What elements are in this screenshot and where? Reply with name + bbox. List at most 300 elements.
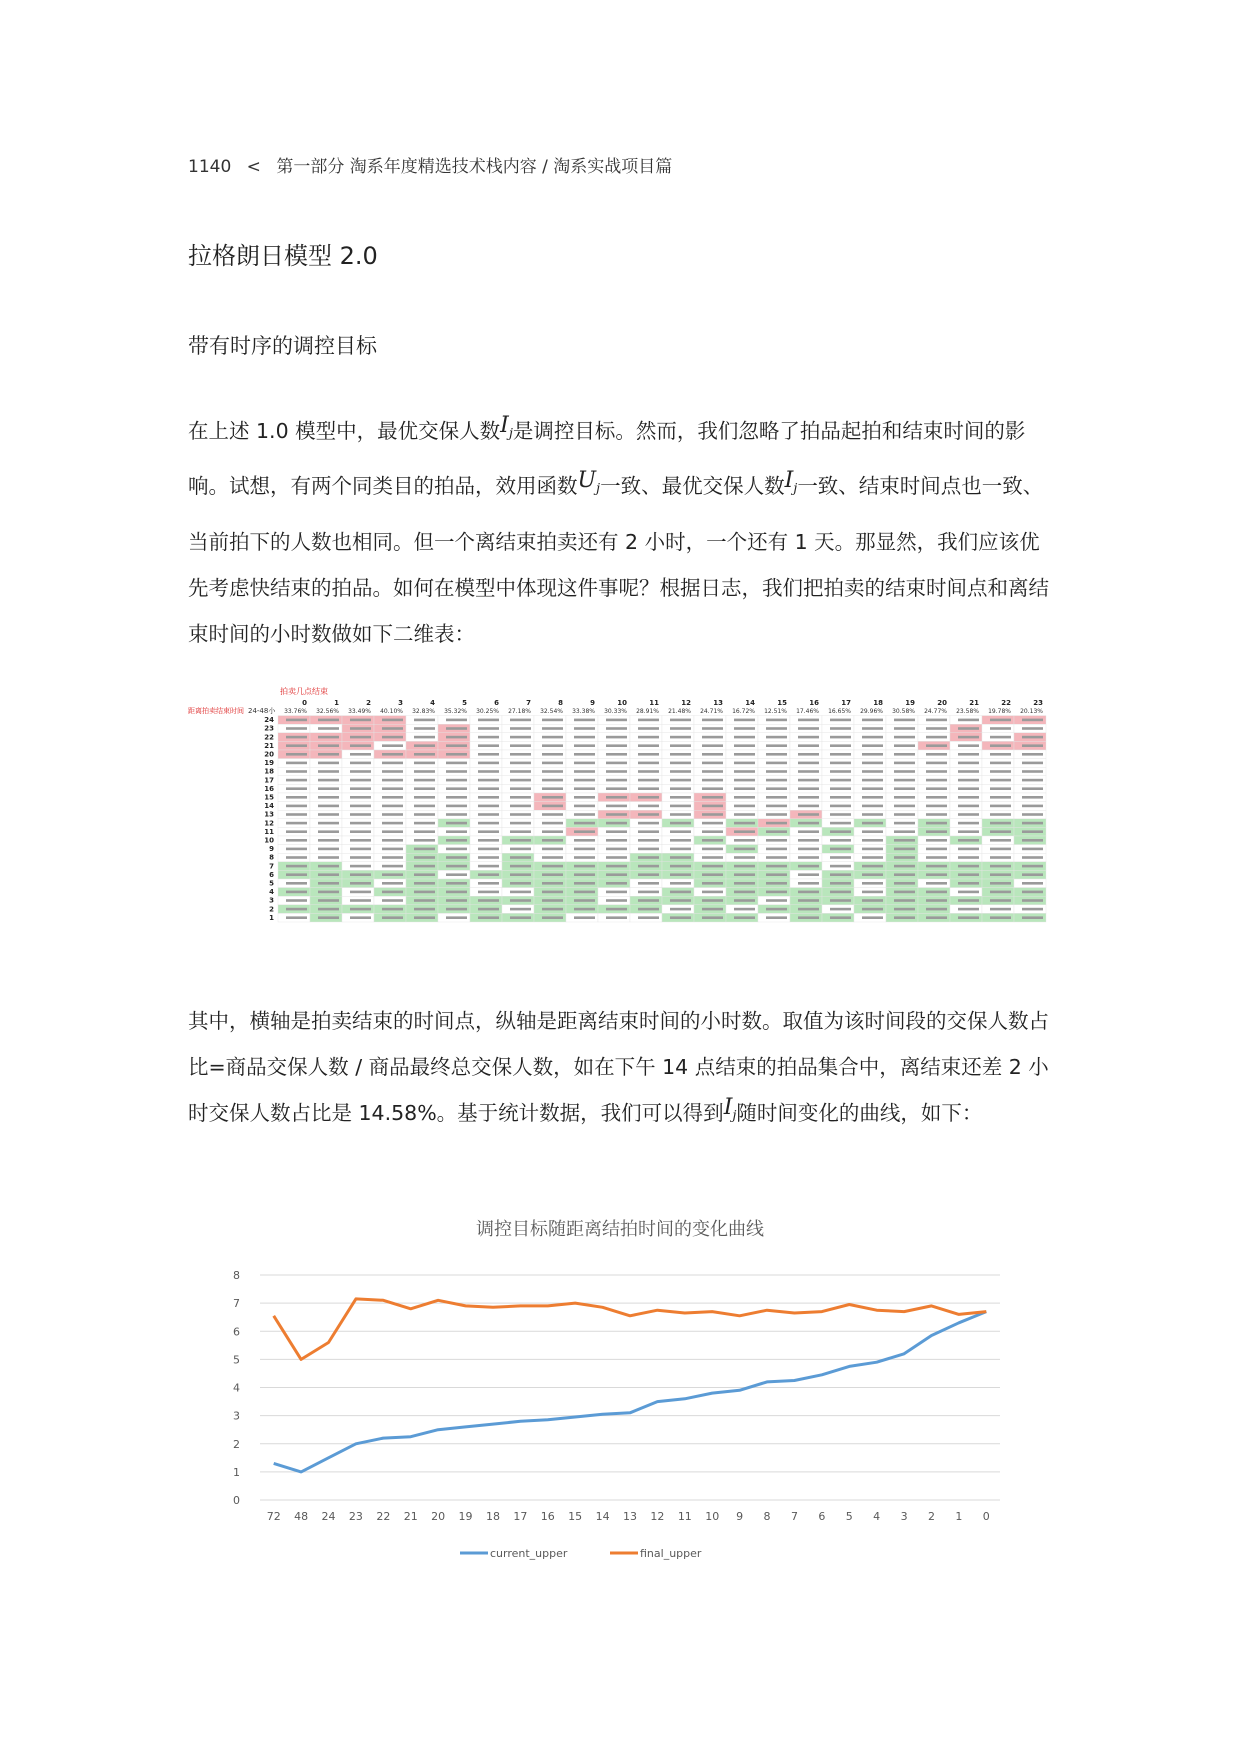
heatmap-cell-value — [606, 873, 627, 876]
heatmap-cell-value — [350, 796, 371, 799]
heatmap-cell-value — [894, 736, 915, 739]
heatmap-cell-value — [862, 891, 883, 894]
heatmap-cell-value — [350, 753, 371, 756]
heatmap-cell-value — [318, 848, 339, 851]
heatmap-cell-value — [766, 856, 787, 859]
heatmap-row-label: 9 — [269, 845, 274, 854]
heatmap-cell-value — [1022, 753, 1043, 756]
heatmap-cell-value — [478, 770, 499, 773]
heatmap-cell-value — [318, 830, 339, 833]
heatmap-cell-value — [350, 839, 371, 842]
heatmap-cell-value — [574, 813, 595, 816]
heatmap-cell-value — [574, 753, 595, 756]
heatmap-cell-value — [446, 848, 467, 851]
heatmap-cell-value — [798, 848, 819, 851]
heatmap-cell-value — [286, 882, 307, 885]
heatmap-cell-value — [414, 736, 435, 739]
heatmap-cell-value — [926, 916, 947, 919]
heatmap-cell-value — [478, 839, 499, 842]
heatmap-cell-value — [510, 753, 531, 756]
heatmap-cell-value — [350, 736, 371, 739]
heatmap-cell-value — [286, 719, 307, 722]
heatmap-cell-value — [766, 848, 787, 851]
heatmap-cell-value — [702, 865, 723, 868]
heatmap-row-label: 15 — [264, 793, 274, 802]
heatmap-cell-value — [350, 779, 371, 782]
heatmap-cell-value — [638, 873, 659, 876]
heatmap-column-header: 14 — [745, 699, 755, 707]
heatmap-cell: 16.72% — [732, 708, 755, 715]
heatmap-cell-value — [670, 796, 691, 799]
heatmap-cell-value — [894, 744, 915, 747]
heatmap-cell-value — [318, 762, 339, 765]
heatmap-cell-value — [350, 805, 371, 808]
heatmap-column-header: 15 — [777, 699, 787, 707]
heatmap-cell-value — [606, 899, 627, 902]
heatmap-cell-value — [862, 796, 883, 799]
heatmap-cell-value — [734, 848, 755, 851]
heatmap-cell-value — [350, 865, 371, 868]
heatmap-row-label: 8 — [269, 853, 274, 862]
heatmap-cell-value — [382, 744, 403, 747]
heatmap-cell-value — [734, 779, 755, 782]
heatmap-cell-value — [830, 899, 851, 902]
heatmap-cell-value — [414, 891, 435, 894]
heatmap-cell-value — [766, 727, 787, 730]
heatmap-cell-value — [862, 727, 883, 730]
heatmap-cell-value — [1022, 813, 1043, 816]
heatmap-cell-value — [894, 916, 915, 919]
heatmap-cell-value — [606, 805, 627, 808]
heatmap-cell-value — [926, 727, 947, 730]
heatmap-cell-value — [510, 891, 531, 894]
heatmap-cell-value — [446, 865, 467, 868]
heatmap-cell-value — [414, 762, 435, 765]
paragraph-1 — [188, 408, 1056, 657]
heatmap-cell-value — [350, 787, 371, 790]
heatmap-cell-value — [286, 787, 307, 790]
heatmap-cell-value — [542, 830, 563, 833]
heatmap-cell-value — [926, 899, 947, 902]
heatmap-cell-value — [990, 779, 1011, 782]
heatmap-cell-value — [990, 882, 1011, 885]
heatmap-cell-value — [542, 882, 563, 885]
heatmap-column-header: 3 — [398, 699, 403, 707]
heatmap-row-label: 21 — [264, 741, 274, 750]
heatmap-cell-value — [382, 796, 403, 799]
heatmap-cell-value — [350, 856, 371, 859]
heatmap-cell-value — [894, 805, 915, 808]
heatmap-cell-value — [926, 873, 947, 876]
heatmap-cell-value — [862, 899, 883, 902]
heatmap-column-header: 1 — [334, 699, 339, 707]
heatmap-cell-value — [318, 916, 339, 919]
heatmap-cell-value — [798, 727, 819, 730]
heatmap-cell-value — [510, 822, 531, 825]
heatmap-cell-value — [286, 744, 307, 747]
heatmap-cell-value — [670, 916, 691, 919]
heatmap-cell-value — [894, 882, 915, 885]
heatmap-cell-value — [382, 770, 403, 773]
heatmap-cell-value — [542, 813, 563, 816]
breadcrumb: 第一部分 淘系年度精选技术栈内容 / 淘系实战项目篇 — [276, 157, 673, 177]
heatmap-cell-value — [318, 839, 339, 842]
heatmap-cell-value — [606, 813, 627, 816]
heatmap-cell-value — [798, 770, 819, 773]
heatmap-cell-value — [1022, 891, 1043, 894]
heatmap-cell-value — [702, 787, 723, 790]
heatmap-cell-value — [830, 839, 851, 842]
heatmap-cell: 20.13% — [1020, 708, 1043, 715]
heatmap-cell-value — [670, 848, 691, 851]
heatmap-cell-value — [286, 753, 307, 756]
heatmap-cell-value — [542, 822, 563, 825]
heatmap-cell-value — [990, 916, 1011, 919]
heatmap-column-header: 5 — [462, 699, 467, 707]
heatmap-cell-value — [926, 891, 947, 894]
heatmap-cell-value — [382, 719, 403, 722]
heatmap-cell-value — [510, 848, 531, 851]
heatmap-cell-value — [798, 908, 819, 911]
heatmap-cell-value — [894, 813, 915, 816]
heatmap-cell-value — [382, 822, 403, 825]
heatmap-cell-value — [958, 770, 979, 773]
heatmap-cell-value — [766, 762, 787, 765]
heatmap-cell-value — [702, 839, 723, 842]
x-tick-label: 5 — [845, 1510, 853, 1523]
heatmap-cell-value — [606, 839, 627, 842]
heatmap-cell-value — [574, 848, 595, 851]
heatmap-cell-value — [894, 848, 915, 851]
heatmap-cell-value — [286, 916, 307, 919]
heatmap-cell-value — [382, 865, 403, 868]
heatmap-cell-value — [542, 736, 563, 739]
heatmap-cell-value — [478, 908, 499, 911]
heatmap-cell-value — [318, 787, 339, 790]
heatmap-column-header: 17 — [841, 699, 851, 707]
x-tick-label: 9 — [736, 1510, 744, 1523]
heatmap-cell-value — [414, 744, 435, 747]
heatmap-cell-value — [446, 882, 467, 885]
heatmap-cell-value — [734, 813, 755, 816]
heatmap-cell-value — [318, 770, 339, 773]
heatmap-corner-label: 24-48小 — [248, 707, 276, 715]
x-tick-label: 10 — [705, 1510, 720, 1523]
heatmap-row-label: 18 — [264, 767, 274, 776]
heatmap-cell-value — [318, 727, 339, 730]
heatmap-cell-value — [862, 813, 883, 816]
heatmap-cell-value — [478, 873, 499, 876]
heatmap-cell-value — [798, 891, 819, 894]
heatmap-cell-value — [862, 744, 883, 747]
heatmap-cell-value — [638, 779, 659, 782]
symbol-I-j: $I_j$ — [784, 468, 798, 497]
heatmap-cell-value — [926, 770, 947, 773]
heatmap-cell-value — [958, 830, 979, 833]
x-tick-label: 7 — [790, 1510, 798, 1523]
heatmap-row-label: 13 — [264, 810, 274, 819]
heatmap-cell-value — [894, 727, 915, 730]
heatmap-cell-value — [734, 891, 755, 894]
heatmap-cell-value — [606, 762, 627, 765]
heatmap-cell-value — [318, 813, 339, 816]
heatmap-cell-value — [702, 856, 723, 859]
heatmap-cell-value — [958, 856, 979, 859]
heatmap-cell-value — [670, 856, 691, 859]
heatmap-cell-value — [830, 908, 851, 911]
heatmap-cell-value — [286, 770, 307, 773]
heatmap-cell: 16.65% — [828, 708, 851, 715]
heatmap-cell-value — [606, 856, 627, 859]
heatmap-cell-value — [926, 744, 947, 747]
heatmap-cell-value — [414, 908, 435, 911]
heatmap-cell-value — [638, 822, 659, 825]
paragraph-2-text-b: 随时间变化的曲线，如下： — [736, 1101, 983, 1125]
heatmap-row-label: 12 — [264, 819, 274, 828]
heatmap-cell-value — [318, 899, 339, 902]
heatmap-cell-value — [446, 916, 467, 919]
heatmap-cell: 32.83% — [412, 708, 435, 715]
heatmap-cell-value — [638, 856, 659, 859]
heatmap-column-header: 23 — [1033, 699, 1043, 707]
heatmap-cell-value — [382, 727, 403, 730]
heatmap-row-label: 6 — [269, 870, 274, 879]
heatmap-cell-value — [926, 753, 947, 756]
heatmap-column-header: 22 — [1001, 699, 1011, 707]
x-tick-label: 22 — [376, 1510, 391, 1523]
heatmap-cell-value — [926, 805, 947, 808]
heatmap-cell-value — [286, 813, 307, 816]
legend-label: current_upper — [490, 1547, 568, 1560]
heatmap-cell-value — [798, 736, 819, 739]
heatmap-cell-value — [638, 839, 659, 842]
heatmap-cell-value — [542, 908, 563, 911]
heatmap-cell-value — [510, 762, 531, 765]
heatmap-cell-value — [286, 873, 307, 876]
heatmap-cell-value — [990, 796, 1011, 799]
heatmap-cell-value — [798, 813, 819, 816]
heatmap-cell-value — [414, 839, 435, 842]
heatmap-cell-value — [574, 805, 595, 808]
heatmap-cell: 33.38% — [572, 708, 595, 715]
heatmap-cell-value — [958, 719, 979, 722]
heatmap-cell-value — [350, 891, 371, 894]
heatmap-cell-value — [830, 856, 851, 859]
page-header — [188, 152, 682, 177]
heatmap-cell-value — [894, 762, 915, 765]
heatmap-cell-value — [478, 805, 499, 808]
heatmap-cell-value — [766, 865, 787, 868]
heatmap-cell-value — [638, 916, 659, 919]
heatmap-cell-value — [734, 727, 755, 730]
heatmap-cell-value — [606, 753, 627, 756]
heatmap-cell-value — [510, 882, 531, 885]
heatmap-cell-value — [414, 882, 435, 885]
heatmap-cell-value — [958, 899, 979, 902]
heatmap-cell-value — [830, 865, 851, 868]
heatmap-cell-value — [766, 830, 787, 833]
heatmap-cell-value — [414, 830, 435, 833]
heatmap-column-header: 12 — [681, 699, 691, 707]
heatmap-cell-value — [606, 779, 627, 782]
heatmap-cell-value — [414, 848, 435, 851]
heatmap-cell: 35.32% — [444, 708, 467, 715]
heatmap-cell-value — [574, 830, 595, 833]
heatmap-cell-value — [702, 805, 723, 808]
heatmap-cell-value — [446, 787, 467, 790]
heatmap-cell-value — [830, 787, 851, 790]
subsection-title: 带有时序的调控目标 — [188, 334, 377, 358]
heatmap-cell-value — [734, 787, 755, 790]
heatmap-cell-value — [798, 865, 819, 868]
heatmap-cell-value — [350, 848, 371, 851]
heatmap-cell-value — [958, 796, 979, 799]
heatmap-cell-value — [702, 891, 723, 894]
heatmap-cell-value — [1022, 908, 1043, 911]
heatmap-cell-value — [798, 882, 819, 885]
x-tick-label: 18 — [485, 1510, 500, 1523]
heatmap-cell-value — [862, 908, 883, 911]
heatmap-cell-value — [958, 873, 979, 876]
heatmap-cell-value — [670, 719, 691, 722]
heatmap-column-header: 11 — [649, 699, 659, 707]
heatmap-table — [188, 686, 1054, 940]
heatmap-cell-value — [1022, 805, 1043, 808]
heatmap-cell-value — [606, 744, 627, 747]
x-tick-label: 6 — [818, 1510, 826, 1523]
heatmap-cell-value — [798, 899, 819, 902]
heatmap-cell: 17.46% — [796, 708, 819, 715]
heatmap-cell-value — [446, 891, 467, 894]
heatmap-cell-value — [286, 891, 307, 894]
heatmap-cell-value — [990, 891, 1011, 894]
heatmap-cell-value — [478, 719, 499, 722]
heatmap-cell: 27.18% — [508, 708, 531, 715]
heatmap-cell-value — [414, 719, 435, 722]
heatmap-cell-value — [414, 779, 435, 782]
heatmap-cell-value — [926, 848, 947, 851]
heatmap-cell-value — [702, 916, 723, 919]
heatmap-cell-value — [798, 916, 819, 919]
y-tick-label: 4 — [233, 1381, 240, 1395]
heatmap-row-label: 22 — [264, 733, 274, 742]
heatmap-cell-value — [574, 727, 595, 730]
heatmap-column-header: 9 — [590, 699, 595, 707]
heatmap-cell-value — [414, 865, 435, 868]
heatmap-row-label: 16 — [264, 784, 274, 793]
heatmap-cell-value — [542, 779, 563, 782]
heatmap-cell-value — [510, 727, 531, 730]
heatmap-cell-value — [670, 787, 691, 790]
heatmap-row-label: 2 — [269, 905, 274, 914]
heatmap-cell-value — [734, 873, 755, 876]
heatmap-cell-value — [286, 899, 307, 902]
heatmap-cell-value — [574, 873, 595, 876]
heatmap-cell-value — [1022, 916, 1043, 919]
heatmap-cell-value — [382, 873, 403, 876]
heatmap-cell-value — [830, 822, 851, 825]
heatmap-cell-value — [510, 787, 531, 790]
heatmap-cell-value — [830, 916, 851, 919]
x-tick-label: 72 — [266, 1510, 281, 1523]
heatmap-cell-value — [830, 744, 851, 747]
line-chart — [230, 1215, 1010, 1585]
heatmap-cell-value — [574, 916, 595, 919]
heatmap-cell-value — [862, 916, 883, 919]
heatmap-cell-value — [958, 908, 979, 911]
heatmap-cell-value — [702, 848, 723, 851]
heatmap-cell-value — [574, 865, 595, 868]
heatmap-cell-value — [510, 736, 531, 739]
heatmap-cell-value — [286, 856, 307, 859]
heatmap-column-header: 7 — [526, 699, 531, 707]
heatmap-cell-value — [1022, 779, 1043, 782]
heatmap-cell-value — [542, 787, 563, 790]
heatmap-cell-value — [958, 753, 979, 756]
heatmap-row-label: 4 — [269, 888, 274, 897]
heatmap-cell-value — [894, 830, 915, 833]
header-separator: < — [246, 157, 261, 177]
heatmap-cell-value — [446, 839, 467, 842]
heatmap-cell-value — [606, 736, 627, 739]
heatmap-cell-value — [478, 779, 499, 782]
heatmap-row-label: 11 — [264, 827, 274, 836]
heatmap-cell-value — [670, 727, 691, 730]
heatmap-cell-value — [606, 882, 627, 885]
heatmap-cell-value — [1022, 830, 1043, 833]
heatmap-cell-value — [510, 873, 531, 876]
heatmap-cell-value — [862, 736, 883, 739]
heatmap-cell-value — [446, 796, 467, 799]
heatmap-cell-value — [286, 805, 307, 808]
heatmap-cell-value — [382, 736, 403, 739]
heatmap-cell-value — [990, 822, 1011, 825]
heatmap-cell-value — [990, 865, 1011, 868]
heatmap-cell: 30.58% — [892, 708, 915, 715]
heatmap-cell-value — [894, 753, 915, 756]
heatmap-cell-value — [702, 719, 723, 722]
heatmap-cell-value — [926, 813, 947, 816]
heatmap-cell-value — [990, 856, 1011, 859]
heatmap-cell-value — [414, 753, 435, 756]
heatmap-cell-value — [478, 856, 499, 859]
heatmap-cell-value — [894, 891, 915, 894]
heatmap-cell-value — [574, 822, 595, 825]
heatmap-cell-value — [542, 805, 563, 808]
heatmap-cell-value — [702, 882, 723, 885]
heatmap-cell-value — [638, 865, 659, 868]
heatmap-cell-value — [414, 805, 435, 808]
heatmap-cell-value — [606, 796, 627, 799]
heatmap-cell: 12.51% — [764, 708, 787, 715]
heatmap-column-header: 0 — [302, 699, 307, 707]
heatmap-cell-value — [990, 813, 1011, 816]
heatmap-cell-value — [414, 727, 435, 730]
heatmap-cell-value — [318, 908, 339, 911]
heatmap-cell: 19.78% — [988, 708, 1011, 715]
heatmap-cell-value — [510, 813, 531, 816]
heatmap-cell-value — [542, 762, 563, 765]
heatmap-cell-value — [830, 727, 851, 730]
heatmap-cell-value — [638, 899, 659, 902]
heatmap-cell-value — [990, 727, 1011, 730]
heatmap-cell-value — [926, 865, 947, 868]
heatmap-cell-value — [542, 916, 563, 919]
heatmap-cell-value — [926, 736, 947, 739]
heatmap-cell-value — [670, 839, 691, 842]
heatmap-cell-value — [702, 727, 723, 730]
heatmap-cell-value — [382, 856, 403, 859]
